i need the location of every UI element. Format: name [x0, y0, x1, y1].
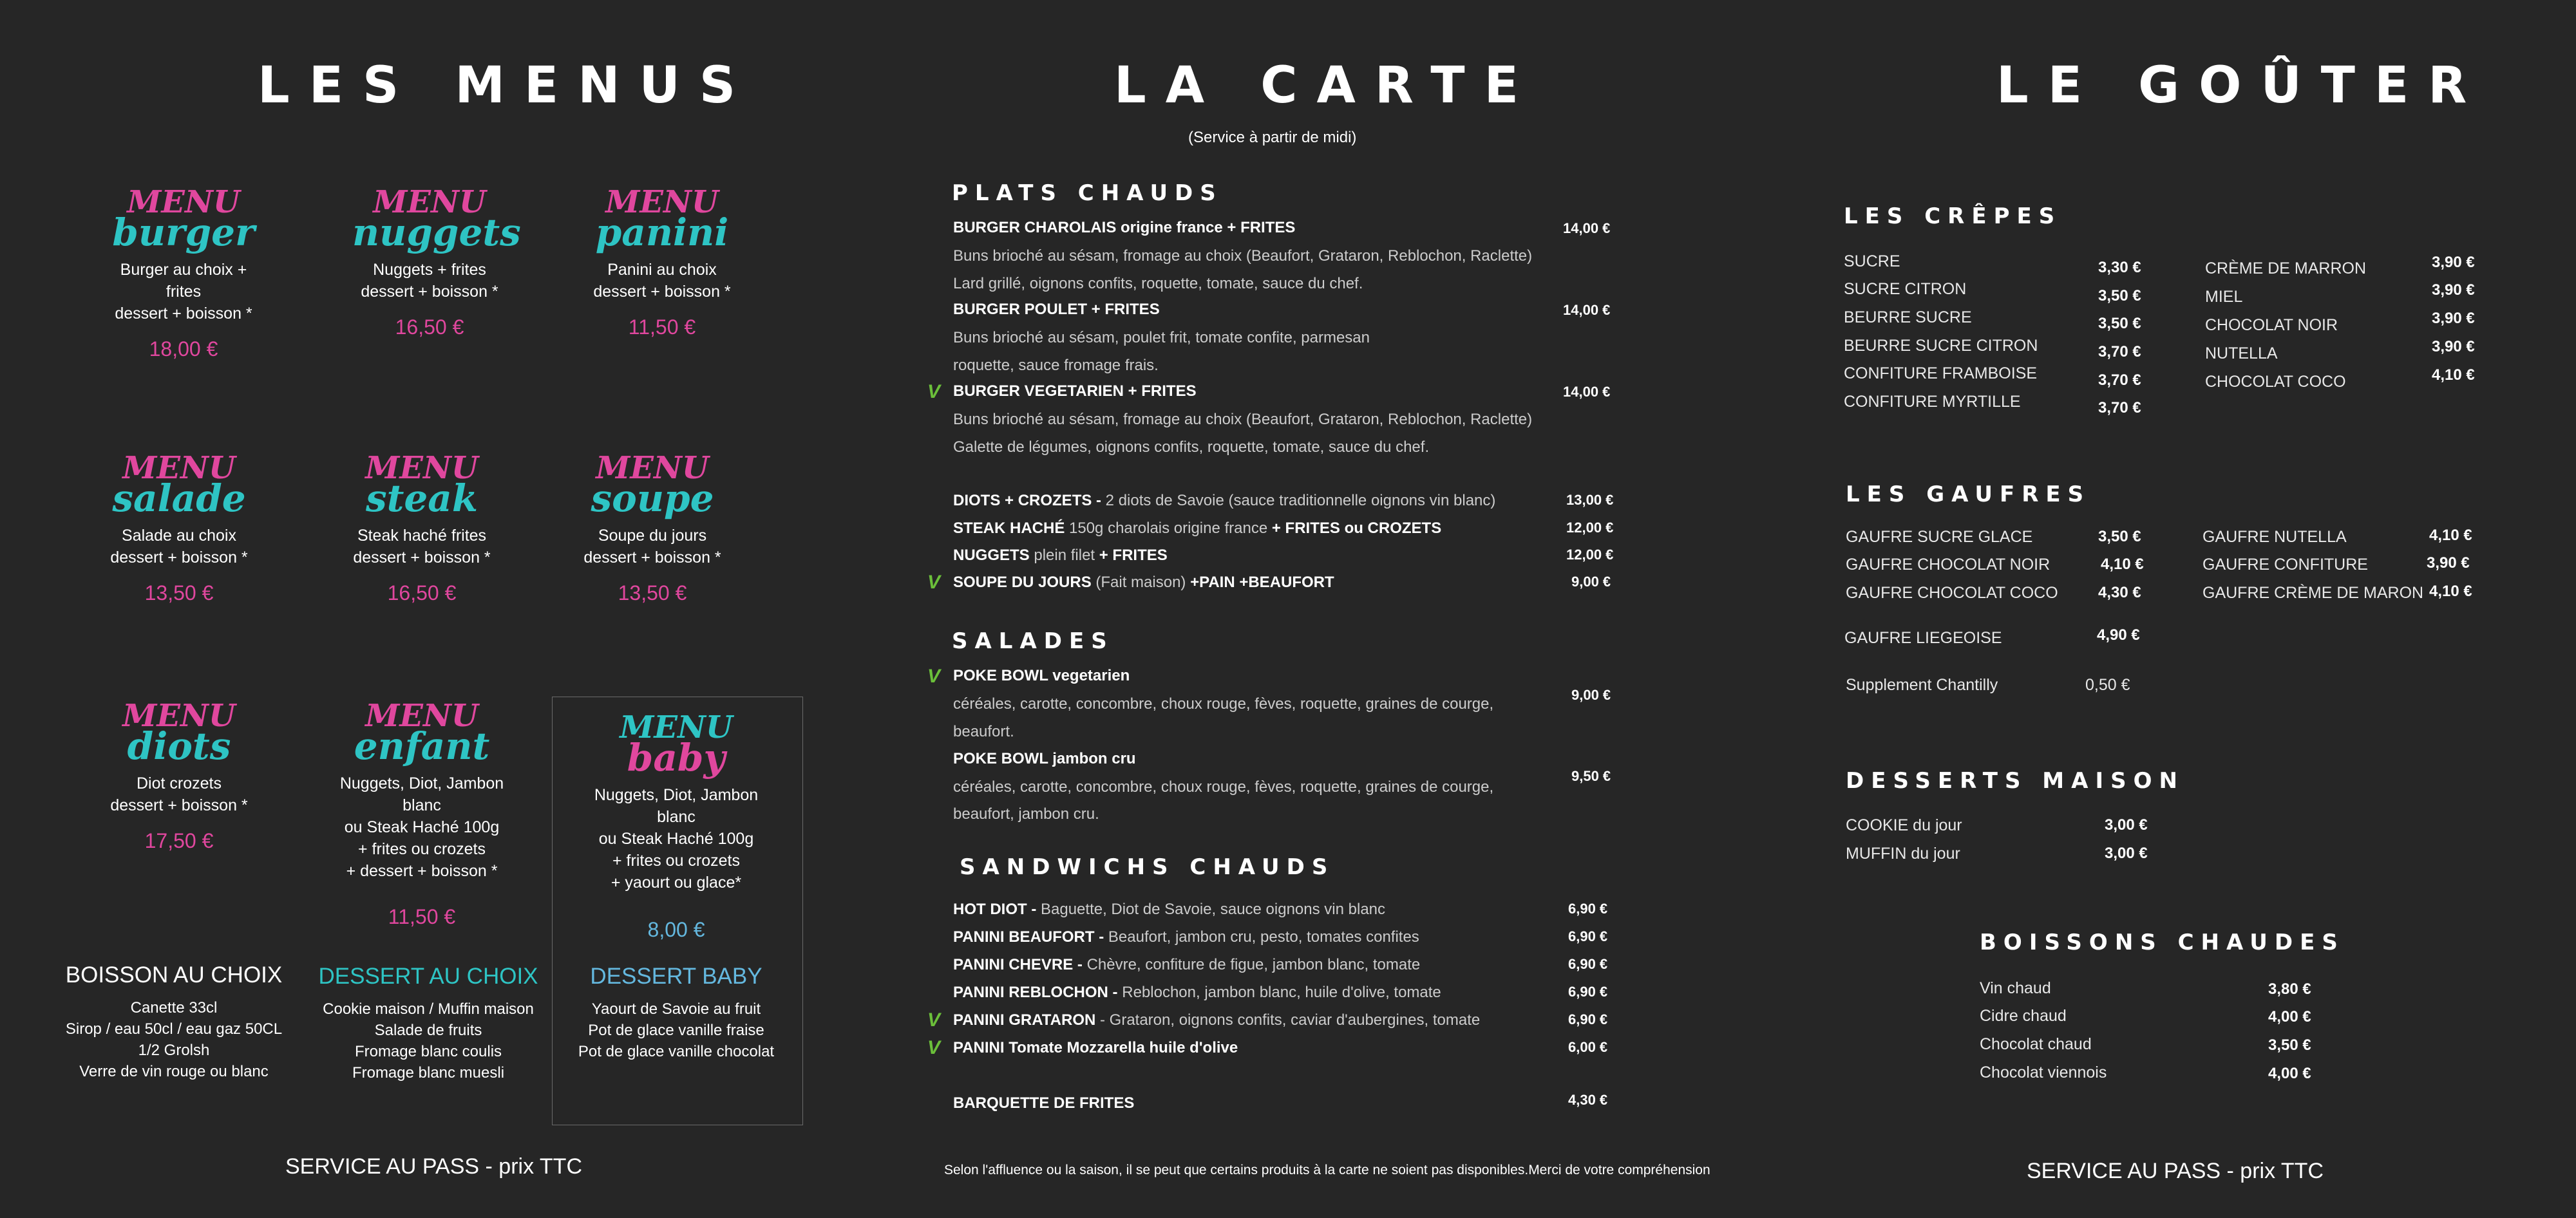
plat-price: 14,00 €: [1563, 302, 1611, 318]
crepe-name: CHOCOLAT NOIR: [2205, 316, 2338, 334]
sandwich-price: 6,90 €: [1568, 901, 1608, 917]
plats-title: PLATS CHAUDS: [952, 180, 1223, 206]
plat-desc: Galette de légumes, oignons confits, roquette, tomate, sauce du chef.: [953, 438, 1430, 456]
salade-price: 9,00 €: [1571, 687, 1611, 703]
sandwich-line: PANINI BEAUFORT - Beaufort, jambon cru, pesto, tomates confites: [953, 928, 1419, 946]
crepe-price: 3,90 €: [2432, 338, 2475, 355]
gouter-footer: SERVICE AU PASS - prix TTC: [2027, 1159, 2324, 1183]
menu-word: MENU: [122, 698, 236, 734]
salade-desc: beaufort.: [953, 723, 1014, 740]
menu-desc: Panini au choix dessert + boisson *: [593, 261, 731, 301]
boisson-price: 4,00 €: [2268, 1008, 2311, 1026]
menu-name: enfant: [354, 724, 490, 768]
dessert-price: 3,00 €: [2105, 816, 2148, 834]
boisson-name: Vin chaud: [1980, 979, 2051, 997]
gaufre-name: GAUFRE CRÈME DE MARON: [2202, 584, 2424, 602]
plat-price: 13,00 €: [1566, 492, 1614, 508]
menu-card-nuggets: [352, 184, 521, 339]
menu-price: 17,50 €: [144, 829, 214, 852]
boisson-title: BOISSON AU CHOIX: [65, 962, 283, 988]
gouter-title: LE GOÛTER: [1996, 57, 2486, 115]
gaufre-name: GAUFRE CHOCOLAT COCO: [1846, 584, 2058, 602]
salades-title: SALADES: [952, 628, 1114, 654]
crepe-name: NUTELLA: [2205, 344, 2278, 362]
carte-title: LA CARTE: [1114, 57, 1538, 115]
gaufre-price: 4,10 €: [2429, 583, 2472, 600]
plat-price: 12,00 €: [1566, 547, 1614, 563]
gaufre-price: 3,50 €: [2098, 528, 2141, 545]
menus-footer: SERVICE AU PASS - prix TTC: [285, 1154, 583, 1179]
menu-name: soupe: [591, 476, 714, 520]
dessert-name: COOKIE du jour: [1846, 816, 1962, 834]
crepe-price: 3,70 €: [2098, 371, 2141, 389]
menus-title: LES MENUS: [258, 57, 755, 115]
menu-price: 18,00 €: [149, 337, 218, 361]
salade-price: 9,50 €: [1571, 768, 1611, 784]
boissons-title: BOISSONS CHAUDES: [1980, 930, 2345, 955]
vegetarian-icon: V: [927, 1037, 941, 1058]
salade-name: POKE BOWL vegetarien: [953, 667, 1130, 684]
boisson-price: 3,50 €: [2268, 1036, 2311, 1054]
menu-word: MENU: [122, 450, 236, 486]
sandwich-price: 6,00 €: [1568, 1039, 1608, 1055]
vegetarian-icon: V: [927, 666, 941, 687]
menu-name: panini: [595, 211, 729, 254]
dessert-baby-lines: Yaourt de Savoie au fruit Pot de glace vanille fraise Pot de glace vanille chocolat: [578, 1000, 775, 1060]
menu-card-baby: [580, 709, 773, 942]
menu-price: 16,50 €: [395, 315, 464, 339]
salade-desc: céréales, carotte, concombre, choux rouge, fèves, roquette, graines de courge,: [953, 778, 1494, 796]
menu-card-soupe: [575, 450, 730, 605]
sandwich-line: PANINI Tomate Mozzarella huile d'olive: [953, 1039, 1238, 1056]
plat-line: DIOTS + CROZETS - 2 diots de Savoie (sauce traditionnelle oignons vin blanc): [953, 492, 1496, 509]
barquette-name: BARQUETTE DE FRITES: [953, 1094, 1135, 1112]
boisson-name: Chocolat chaud: [1980, 1035, 2092, 1053]
plat-line: STEAK HACHÉ 150g charolais origine france + FRITES ou CROZETS: [953, 520, 1442, 537]
menu-name: steak: [365, 476, 478, 520]
plat-desc: Buns brioché au sésam, fromage au choix (Beaufort, Grataron, Reblochon, Raclette): [953, 411, 1533, 428]
menu-card-salade: [102, 450, 256, 605]
crepe-name: SUCRE: [1844, 252, 1900, 270]
sandwich-line: PANINI CHEVRE - Chèvre, confiture de figue, jambon blanc, tomate: [953, 956, 1421, 973]
gaufre-name: GAUFRE CHOCOLAT NOIR: [1846, 556, 2050, 574]
boisson-price: 3,80 €: [2268, 980, 2311, 998]
menu-name: nuggets: [352, 211, 521, 254]
sandwich-price: 6,90 €: [1568, 984, 1608, 1000]
menu-price: 13,50 €: [618, 581, 687, 604]
crepe-name: CONFITURE FRAMBOISE: [1844, 364, 2038, 382]
crepe-price: 3,50 €: [2098, 315, 2141, 332]
menu-name: salade: [112, 476, 246, 520]
sandwichs-title: SANDWICHS CHAUDS: [960, 854, 1335, 880]
menu-word: MENU: [365, 450, 478, 486]
menu-card-diots: [102, 698, 256, 853]
crepe-price: 3,50 €: [2098, 287, 2141, 304]
menu-desc: Diot crozets dessert + boisson *: [110, 774, 248, 814]
gaufre-liegeoise-price: 4,90 €: [2097, 626, 2140, 644]
plat-desc: roquette, sauce fromage frais.: [953, 357, 1159, 374]
carte-footer: Selon l'affluence ou la saison, il se peut que certains produits à la carte ne soient pas disponibles.Merci de votre compréhension: [944, 1163, 1710, 1177]
chantilly-price: 0,50 €: [2085, 676, 2130, 694]
dessert-baby-title: DESSERT BABY: [590, 964, 762, 989]
plat-price: 14,00 €: [1563, 220, 1611, 236]
menu-desc: Soupe du jours dessert + boisson *: [583, 527, 721, 567]
gaufre-price: 4,10 €: [2429, 527, 2472, 544]
vegetarian-icon: V: [927, 572, 941, 593]
menu-card-enfant: [325, 698, 518, 929]
menu-word: MENU: [365, 698, 478, 734]
menu-word: MENU: [605, 184, 719, 220]
crepe-name: BEURRE SUCRE CITRON: [1844, 337, 2038, 355]
crepe-price: 4,10 €: [2432, 366, 2475, 384]
menu-card-steak: [345, 450, 499, 605]
crepes-title: LES CRÊPES: [1844, 203, 2062, 229]
sandwich-price: 6,90 €: [1568, 1011, 1608, 1027]
gaufre-liegeoise-name: GAUFRE LIEGEOISE: [1844, 629, 2002, 647]
gaufre-name: GAUFRE NUTELLA: [2202, 528, 2347, 546]
menu-desc: Steak haché frites dessert + boisson *: [353, 527, 491, 567]
menu-word: MENU: [373, 184, 486, 220]
menu-desc: Burger au choix + frites dessert + boisson *: [115, 261, 252, 323]
gaufre-name: GAUFRE SUCRE GLACE: [1846, 528, 2033, 546]
sandwich-line: HOT DIOT - Baguette, Diot de Savoie, sauce oignons vin blanc: [953, 901, 1386, 918]
dessert-baby-block: [567, 966, 786, 1062]
dessert-lines: Cookie maison / Muffin maison Salade de fruits Fromage blanc coulis Fromage blanc muesli: [323, 1000, 534, 1082]
sandwich-line: PANINI REBLOCHON - Reblochon, jambon blanc, huile d'olive, tomate: [953, 984, 1441, 1001]
menu-name: diots: [127, 724, 231, 768]
sandwich-price: 6,90 €: [1568, 956, 1608, 972]
crepe-name: CRÈME DE MARRON: [2205, 259, 2367, 277]
crepe-price: 3,90 €: [2432, 281, 2475, 299]
boisson-lines: Canette 33cl Sirop / eau 50cl / eau gaz 50CL 1/2 Grolsh Verre de vin rouge ou blanc: [65, 999, 283, 1080]
menu-word: MENU: [620, 709, 733, 745]
crepe-price: 3,90 €: [2432, 254, 2475, 271]
sandwich-price: 6,90 €: [1568, 928, 1608, 944]
plat-line: SOUPE DU JOURS (Fait maison) +PAIN +BEAUFORT: [953, 574, 1334, 591]
gaufre-price: 4,30 €: [2098, 584, 2141, 601]
dessert-block: [312, 966, 544, 1083]
boisson-block: [61, 964, 287, 1082]
gaufre-price: 4,10 €: [2101, 556, 2144, 573]
menu-word: MENU: [596, 450, 709, 486]
sandwich-line: PANINI GRATARON - Grataron, oignons confits, caviar d'aubergines, tomate: [953, 1011, 1481, 1029]
barquette-price: 4,30 €: [1568, 1092, 1608, 1108]
dessert-title: DESSERT AU CHOIX: [318, 964, 538, 989]
salade-desc: céréales, carotte, concombre, choux rouge, fèves, roquette, graines de courge,: [953, 695, 1494, 713]
menu-card-burger: [106, 184, 261, 361]
salade-name: POKE BOWL jambon cru: [953, 750, 1136, 767]
menu-desc: Nuggets, Diot, Jambon blanc ou Steak Haché 100g + frites ou crozets + yaourt ou glace*: [594, 786, 759, 892]
menu-price: 8,00 €: [647, 918, 705, 941]
boisson-name: Cidre chaud: [1980, 1007, 2067, 1025]
menu-desc: Nuggets, Diot, Jambon blanc ou Steak Haché 100g + frites ou crozets + dessert + boisson *: [339, 774, 504, 880]
menu-card-panini: [585, 184, 739, 339]
vegetarian-icon: V: [927, 1009, 941, 1031]
crepe-name: CONFITURE MYRTILLE: [1844, 393, 2021, 411]
boisson-name: Chocolat viennois: [1980, 1063, 2107, 1082]
plat-name: BURGER VEGETARIEN + FRITES: [953, 382, 1197, 400]
menu-name: baby: [627, 736, 726, 780]
crepe-price: 3,70 €: [2098, 399, 2141, 417]
plat-name: BURGER POULET + FRITES: [953, 301, 1160, 318]
crepe-price: 3,90 €: [2432, 310, 2475, 327]
gaufre-price: 3,90 €: [2427, 554, 2470, 572]
chantilly-name: Supplement Chantilly: [1846, 676, 1998, 694]
crepe-name: BEURRE SUCRE: [1844, 308, 1972, 326]
crepe-name: CHOCOLAT COCO: [2205, 373, 2346, 391]
plat-desc: Buns brioché au sésam, poulet frit, tomate confite, parmesan: [953, 329, 1370, 346]
dessert-price: 3,00 €: [2105, 845, 2148, 862]
plat-price: 14,00 €: [1563, 384, 1611, 400]
crepe-price: 3,70 €: [2098, 343, 2141, 361]
menu-word: MENU: [127, 184, 240, 220]
menu-desc: Nuggets + frites dessert + boisson *: [361, 261, 498, 301]
gaufre-name: GAUFRE CONFITURE: [2202, 556, 2368, 574]
menu-price: 11,50 €: [628, 315, 696, 339]
desserts-title: DESSERTS MAISON: [1846, 768, 2184, 794]
crepe-price: 3,30 €: [2098, 259, 2141, 276]
boisson-price: 4,00 €: [2268, 1065, 2311, 1082]
gaufres-title: LES GAUFRES: [1846, 482, 2091, 507]
plat-line: NUGGETS plein filet + FRITES: [953, 547, 1168, 564]
dessert-name: MUFFIN du jour: [1846, 845, 1960, 863]
menu-price: 11,50 €: [388, 905, 456, 928]
plat-price: 12,00 €: [1566, 520, 1614, 536]
plat-name: BURGER CHAROLAIS origine france + FRITES: [953, 219, 1296, 236]
menu-price: 13,50 €: [144, 581, 214, 604]
plat-desc: Lard grillé, oignons confits, roquette, tomate, sauce du chef.: [953, 275, 1363, 292]
salade-desc: beaufort, jambon cru.: [953, 805, 1099, 823]
menu-price: 16,50 €: [387, 581, 457, 604]
plat-desc: Buns brioché au sésam, fromage au choix (Beaufort, Grataron, Reblochon, Raclette): [953, 247, 1533, 265]
crepe-name: SUCRE CITRON: [1844, 280, 1967, 298]
vegetarian-icon: V: [927, 381, 941, 402]
carte-subtitle: (Service à partir de midi): [1188, 129, 1357, 146]
plat-price: 9,00 €: [1571, 574, 1611, 590]
menu-desc: Salade au choix dessert + boisson *: [110, 527, 248, 567]
menu-name: burger: [112, 211, 255, 254]
crepe-name: MIEL: [2205, 288, 2243, 306]
